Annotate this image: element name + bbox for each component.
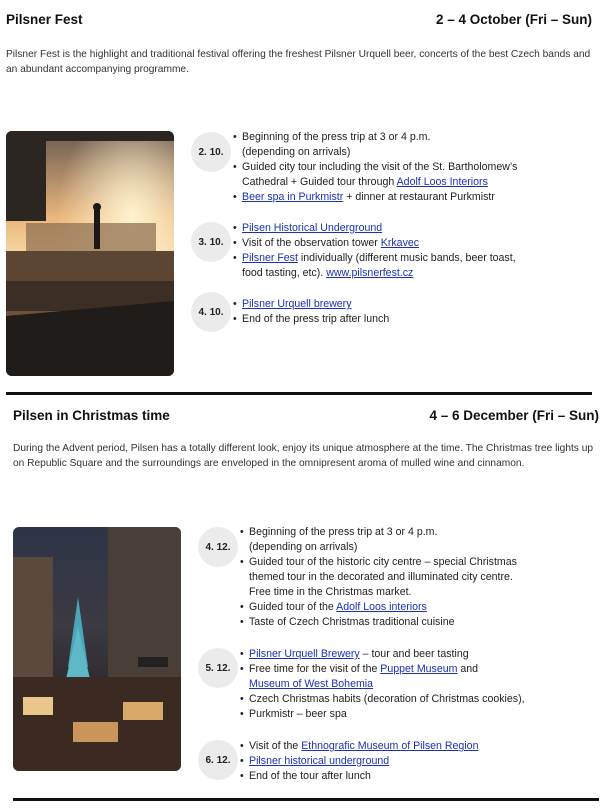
section-divider (13, 798, 599, 801)
list-item: • Free time for the visit of the Puppet Museum and (240, 662, 600, 677)
day-itinerary (233, 297, 593, 327)
concert-photo (6, 131, 174, 376)
list-item: Cathedral + Guided tour through Adolf Loos Interiors (242, 176, 488, 188)
beer-spa-link[interactable]: Beer spa in Purkmistr (242, 191, 344, 203)
list-item (233, 297, 593, 312)
day-badge: 4. 10. (191, 292, 231, 332)
christmas-square-image (13, 527, 181, 771)
day-itinerary (240, 739, 600, 784)
list-item: • Pilsner Fest individually (different music bands, beer toast, (233, 251, 593, 266)
list-item (240, 754, 600, 769)
list-item (240, 677, 600, 692)
list-item: • Guided tour of the Adolf Loos interiors (240, 600, 600, 615)
section-dates-pilsner-fest: 2 – 4 October (Fri – Sun) (435, 12, 592, 27)
list-item: • Taste of Czech Christmas traditional cuisine (240, 615, 600, 630)
list-item: • Guided city tour including the visit of the St. Bartholomew’s (233, 160, 593, 175)
list-item: food tasting, etc). www.pilsnerfest.cz (242, 267, 414, 279)
section-title-pilsner-fest: Pilsner Fest (6, 12, 83, 27)
day-itinerary (233, 221, 593, 281)
list-item: • Visit of the Ethnografic Museum of Pilsen Region (240, 739, 600, 754)
puppet-museum-link[interactable]: Puppet Museum (380, 663, 458, 675)
list-item: • End of the press trip after lunch (233, 312, 593, 327)
section-dates-christmas: 4 – 6 December (Fri – Sun) (429, 408, 599, 423)
list-item: • Purkmistr – beer spa (240, 707, 600, 722)
day-itinerary (240, 525, 600, 630)
day-badge: 6. 12. (198, 740, 238, 780)
list-item: • Beginning of the press trip at 3 or 4 p.m. (240, 525, 600, 540)
list-item: • Czech Christmas habits (decoration of Christmas cookies), (240, 692, 600, 707)
list-item: Free time in the Christmas market. (249, 586, 412, 598)
list-item: • Visit of the observation tower Krkavec (233, 236, 593, 251)
list-item: • Pilsner Urquell Brewery – tour and beer tasting (240, 647, 600, 662)
section-intro-pilsner-fest: Pilsner Fest is the highlight and traditional festival offering the freshest Pilsner Urquell beer, concerts of the best Czech bands and an abundant accompanying programme. (6, 49, 591, 75)
day-badge: 2. 10. (191, 132, 231, 172)
krkavec-link[interactable]: Krkavec (380, 237, 420, 249)
list-item: themed tour in the decorated and illuminated city centre. (249, 571, 513, 583)
list-item: (depending on arrivals) (242, 146, 351, 158)
list-item: • Beer spa in Purkmistr + dinner at restaurant Purkmistr (233, 190, 593, 205)
christmas-market-photo (13, 527, 181, 771)
adolf-loos-interiors-link[interactable]: Adolf Loos interiors (336, 601, 427, 613)
list-item (233, 221, 593, 236)
day-itinerary (233, 130, 593, 205)
pilsnerfest-website-link[interactable]: www.pilsnerfest.cz (326, 267, 414, 279)
list-item: (depending on arrivals) (249, 541, 358, 553)
section-intro-christmas: During the Advent period, Pilsen has a totally different look, enjoy its unique atmosphere at the time. The Christmas tree lights up on Republic Square and the surroundings are enveloped in the omnipresent aroma of mulled wine and cinnamon. (13, 443, 594, 469)
day-badge: 3. 10. (191, 222, 231, 262)
section-divider (6, 392, 592, 395)
concert-stage-image (6, 131, 174, 376)
section-title-christmas: Pilsen in Christmas time (13, 408, 170, 423)
pilsner-urquell-brewery-link[interactable]: Pilsner Urquell Brewery (249, 648, 360, 660)
ethnographic-museum-link[interactable]: Ethnografic Museum of Pilsen Region (301, 740, 479, 752)
pilsner-fest-link[interactable]: Pilsner Fest (242, 252, 298, 264)
list-item: • End of the tour after lunch (240, 769, 600, 784)
historical-underground-link[interactable]: Pilsen Historical Underground (242, 222, 383, 234)
pilsner-urquell-brewery-link[interactable]: Pilsner Urquell brewery (242, 298, 352, 310)
day-itinerary (240, 647, 600, 722)
pilsner-historical-underground-link[interactable]: Pilsner historical underground (249, 755, 390, 767)
adolf-loos-link[interactable]: Adolf Loos Interiors (396, 176, 488, 188)
museum-west-bohemia-link[interactable]: Museum of West Bohemia (249, 678, 374, 690)
list-item: • Beginning of the press trip at 3 or 4 p.m. (233, 130, 593, 145)
day-badge: 5. 12. (198, 648, 238, 688)
day-badge: 4. 12. (198, 527, 238, 567)
list-item: • Guided tour of the historic city centre – special Christmas (240, 555, 600, 570)
